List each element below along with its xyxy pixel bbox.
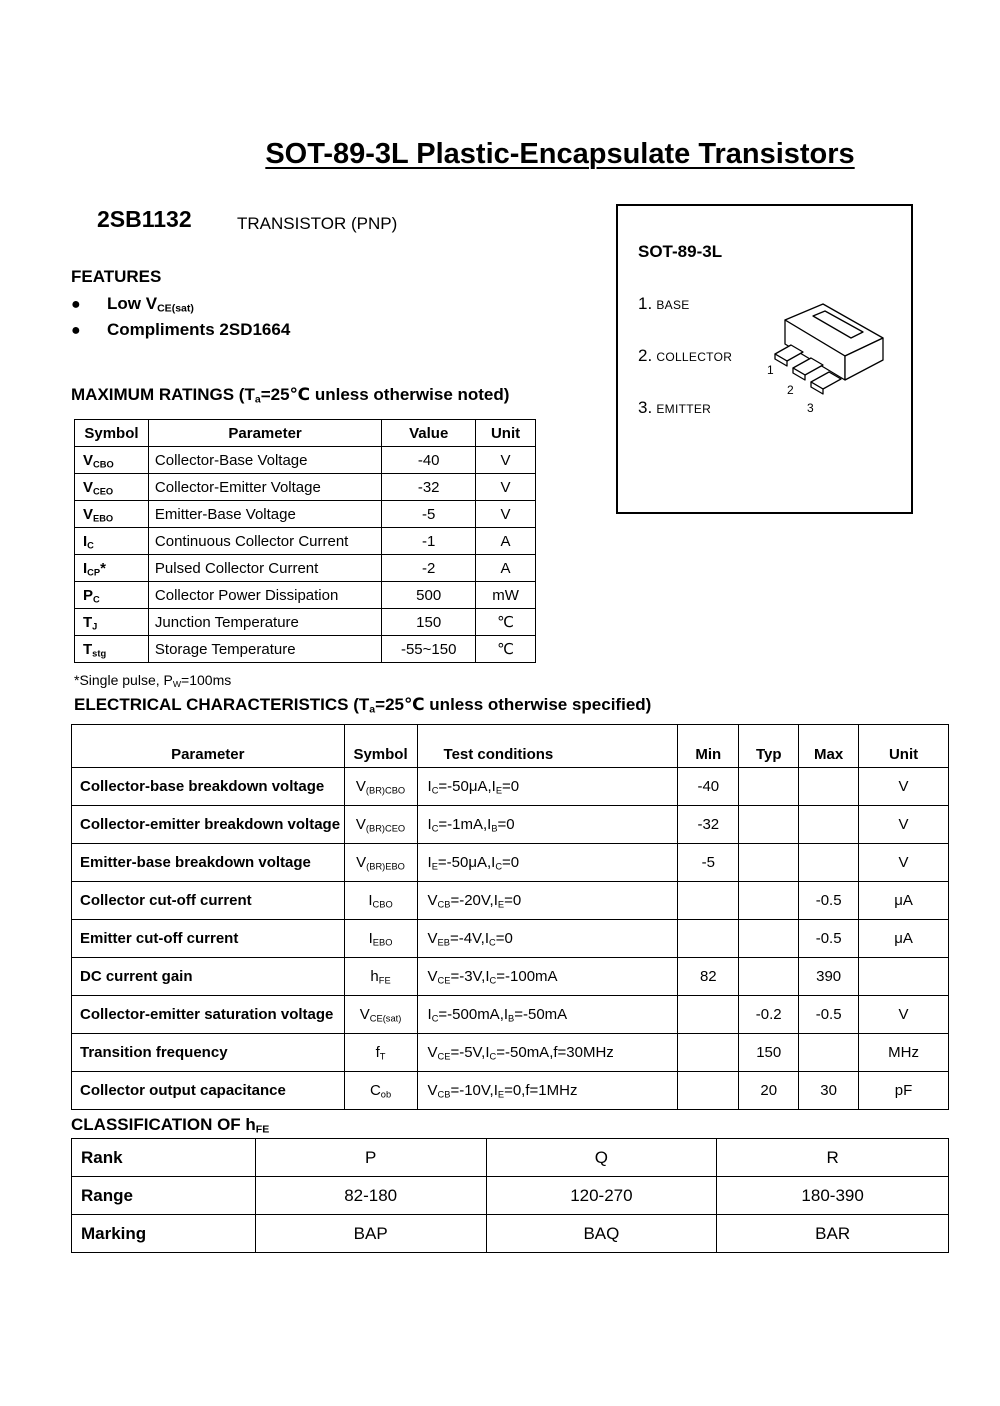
- conditions-cell: $V_{EB}=-4V,I_C=0$: [417, 920, 678, 958]
- classification-heading: CLASSIFICATION OF $h_{FE}$: [71, 1115, 270, 1136]
- table-row: [75, 501, 536, 528]
- symbol-cell: $I_{CP}*$: [75, 555, 149, 582]
- parameter-cell: DC current gain: [72, 958, 345, 996]
- symbol-cell: $V_{(BR)CEO}$: [344, 806, 417, 844]
- parameter-cell: Junction Temperature: [148, 609, 381, 636]
- unit-cell: μA: [859, 920, 949, 958]
- table-cell: BAP: [255, 1215, 486, 1253]
- parameter-cell: Storage Temperature: [148, 636, 381, 663]
- table-row: [75, 582, 536, 609]
- parameter-cell: Collector-emitter breakdown voltage: [72, 806, 345, 844]
- max-cell: 30: [799, 1072, 859, 1110]
- parameter-cell: Collector output capacitance: [72, 1072, 345, 1110]
- symbol-cell: $T_{stg}$: [75, 636, 149, 663]
- table-cell: 82-180: [255, 1177, 486, 1215]
- features-heading: FEATURES: [71, 267, 162, 286]
- typ-cell: [739, 882, 799, 920]
- package-box: [616, 204, 913, 514]
- electrical-heading: ELECTRICAL CHARACTERISTICS ($T_a=25℃$ unless otherwise specified): [74, 695, 652, 716]
- table-cell: BAQ: [486, 1215, 717, 1253]
- max-cell: [799, 768, 859, 806]
- max-ratings-table: [74, 419, 536, 663]
- conditions-cell: $V_{CE}=-5V,I_C=-50mA,f=30MHz$: [417, 1034, 678, 1072]
- max-cell: -0.5: [799, 882, 859, 920]
- classification-table: [71, 1138, 949, 1253]
- symbol-cell: $V_{CBO}$: [75, 447, 149, 474]
- unit-cell: V: [859, 806, 949, 844]
- parameter-cell: Emitter-Base Voltage: [148, 501, 381, 528]
- table-row: [75, 609, 536, 636]
- unit-cell: μA: [859, 882, 949, 920]
- min-cell: -5: [678, 844, 739, 882]
- part-number: 2SB1132: [97, 206, 192, 232]
- unit-cell: [859, 958, 949, 996]
- table-cell: Q: [486, 1139, 717, 1177]
- header-value: Value: [382, 420, 476, 447]
- typ-cell: [739, 958, 799, 996]
- symbol-cell: $I_{EBO}$: [344, 920, 417, 958]
- parameter-cell: Collector Power Dissipation: [148, 582, 381, 609]
- page-title: SOT-89-3L Plastic-Encapsulate Transistors: [265, 138, 855, 170]
- pin-3-label: 3. EMITTER: [638, 398, 712, 417]
- unit-cell: V: [859, 996, 949, 1034]
- value-cell: -2: [382, 555, 476, 582]
- electrical-table: [71, 724, 949, 1110]
- parameter-cell: Transition frequency: [72, 1034, 345, 1072]
- parameter-cell: Collector cut-off current: [72, 882, 345, 920]
- header-max: Max: [799, 725, 859, 768]
- min-cell: [678, 882, 739, 920]
- parameter-cell: Continuous Collector Current: [148, 528, 381, 555]
- unit-cell: mW: [476, 582, 536, 609]
- table-header-row: [72, 725, 949, 768]
- max-ratings-heading: MAXIMUM RATINGS ($T_a=25℃$ unless otherwise noted): [71, 385, 510, 406]
- unit-cell: A: [476, 528, 536, 555]
- table-row: [72, 1139, 949, 1177]
- value-cell: -40: [382, 447, 476, 474]
- max-cell: -0.5: [799, 996, 859, 1034]
- header-unit: Unit: [476, 420, 536, 447]
- table-row: [75, 636, 536, 663]
- symbol-cell: $V_{CE(sat)}$: [344, 996, 417, 1034]
- value-cell: -1: [382, 528, 476, 555]
- min-cell: [678, 920, 739, 958]
- pin-1-label: 1. BASE: [638, 294, 690, 313]
- value-cell: 150: [382, 609, 476, 636]
- table-cell: BAR: [717, 1215, 949, 1253]
- table-row: [72, 882, 949, 920]
- parameter-cell: Collector-Emitter Voltage: [148, 474, 381, 501]
- header-symbol: Symbol: [344, 725, 417, 768]
- min-cell: [678, 996, 739, 1034]
- package-title: SOT-89-3L: [638, 242, 723, 261]
- package-drawing-icon: [763, 298, 888, 428]
- table-row: [75, 474, 536, 501]
- value-cell: -55~150: [382, 636, 476, 663]
- header-parameter: Parameter: [148, 420, 381, 447]
- conditions-cell: $I_C=-500mA,I_B=-50mA$: [417, 996, 678, 1034]
- header-min: Min: [678, 725, 739, 768]
- bullet-icon: ●: [71, 322, 81, 339]
- symbol-cell: $T_J$: [75, 609, 149, 636]
- typ-cell: -0.2: [739, 996, 799, 1034]
- unit-cell: V: [476, 501, 536, 528]
- header-unit: Unit: [859, 725, 949, 768]
- symbol-cell: $V_{CEO}$: [75, 474, 149, 501]
- max-cell: -0.5: [799, 920, 859, 958]
- typ-cell: [739, 768, 799, 806]
- min-cell: 82: [678, 958, 739, 996]
- table-row: [72, 920, 949, 958]
- parameter-cell: Collector-base breakdown voltage: [72, 768, 345, 806]
- table-row: [75, 555, 536, 582]
- typ-cell: 20: [739, 1072, 799, 1110]
- conditions-cell: $V_{CE}=-3V,I_C=-100mA$: [417, 958, 678, 996]
- unit-cell: ℃: [476, 636, 536, 663]
- typ-cell: [739, 844, 799, 882]
- feature-item-1: Low $V_{CE(sat)}$: [107, 294, 194, 315]
- table-cell: 180-390: [717, 1177, 949, 1215]
- conditions-cell: $I_C=-50\mu A,I_E=0$: [417, 768, 678, 806]
- conditions-cell: $V_{CB}=-10V,I_E=0,f=1MHz$: [417, 1072, 678, 1110]
- part-type: TRANSISTOR (PNP): [237, 214, 398, 233]
- pin-2-label: 2. COLLECTOR: [638, 346, 733, 365]
- parameter-cell: Emitter cut-off current: [72, 920, 345, 958]
- min-cell: [678, 1072, 739, 1110]
- table-cell: P: [255, 1139, 486, 1177]
- table-row: [72, 768, 949, 806]
- parameter-cell: Collector-Base Voltage: [148, 447, 381, 474]
- symbol-cell: $h_{FE}$: [344, 958, 417, 996]
- conditions-cell: $I_E=-50\mu A,I_C=0$: [417, 844, 678, 882]
- max-cell: [799, 1034, 859, 1072]
- parameter-cell: Emitter-base breakdown voltage: [72, 844, 345, 882]
- pin-1-number: 1: [767, 363, 774, 377]
- symbol-cell: $V_{EBO}$: [75, 501, 149, 528]
- header-conditions: Test conditions: [417, 725, 678, 768]
- value-cell: 500: [382, 582, 476, 609]
- row-label: Range: [72, 1177, 256, 1215]
- symbol-cell: $V_{(BR)CBO}$: [344, 768, 417, 806]
- table-row: [75, 528, 536, 555]
- table-row: [75, 447, 536, 474]
- symbol-cell: $I_C$: [75, 528, 149, 555]
- pin-3-number: 3: [807, 401, 814, 415]
- min-cell: -32: [678, 806, 739, 844]
- typ-cell: [739, 806, 799, 844]
- typ-cell: 150: [739, 1034, 799, 1072]
- unit-cell: MHz: [859, 1034, 949, 1072]
- table-row: [72, 844, 949, 882]
- max-cell: [799, 844, 859, 882]
- table-row: [72, 1072, 949, 1110]
- pin-2-number: 2: [787, 383, 794, 397]
- symbol-cell: $f_T$: [344, 1034, 417, 1072]
- table-cell: R: [717, 1139, 949, 1177]
- symbol-cell: $C_{ob}$: [344, 1072, 417, 1110]
- unit-cell: pF: [859, 1072, 949, 1110]
- table-row: [72, 958, 949, 996]
- parameter-cell: Pulsed Collector Current: [148, 555, 381, 582]
- row-label: Marking: [72, 1215, 256, 1253]
- typ-cell: [739, 920, 799, 958]
- value-cell: -32: [382, 474, 476, 501]
- table-row: [72, 1034, 949, 1072]
- symbol-cell: $V_{(BR)EBO}$: [344, 844, 417, 882]
- unit-cell: V: [476, 474, 536, 501]
- value-cell: -5: [382, 501, 476, 528]
- feature-item-2: Compliments 2SD1664: [107, 320, 291, 339]
- row-label: Rank: [72, 1139, 256, 1177]
- unit-cell: ℃: [476, 609, 536, 636]
- header-parameter: Parameter: [72, 725, 345, 768]
- table-row: [72, 806, 949, 844]
- max-cell: [799, 806, 859, 844]
- conditions-cell: $V_{CB}=-20V,I_E=0$: [417, 882, 678, 920]
- min-cell: [678, 1034, 739, 1072]
- table-row: [72, 1215, 949, 1253]
- parameter-cell: Collector-emitter saturation voltage: [72, 996, 345, 1034]
- unit-cell: V: [859, 844, 949, 882]
- header-typ: Typ: [739, 725, 799, 768]
- symbol-cell: $I_{CBO}$: [344, 882, 417, 920]
- min-cell: -40: [678, 768, 739, 806]
- symbol-cell: $P_C$: [75, 582, 149, 609]
- table-row: [72, 1177, 949, 1215]
- unit-cell: A: [476, 555, 536, 582]
- table-cell: 120-270: [486, 1177, 717, 1215]
- max-ratings-footnote: *Single pulse, $P_W=100ms$: [74, 672, 232, 690]
- unit-cell: V: [476, 447, 536, 474]
- table-row: [72, 996, 949, 1034]
- table-header-row: [75, 420, 536, 447]
- unit-cell: V: [859, 768, 949, 806]
- max-cell: 390: [799, 958, 859, 996]
- bullet-icon: ●: [71, 296, 81, 313]
- conditions-cell: $I_C=-1mA,I_B=0$: [417, 806, 678, 844]
- header-symbol: Symbol: [75, 420, 149, 447]
